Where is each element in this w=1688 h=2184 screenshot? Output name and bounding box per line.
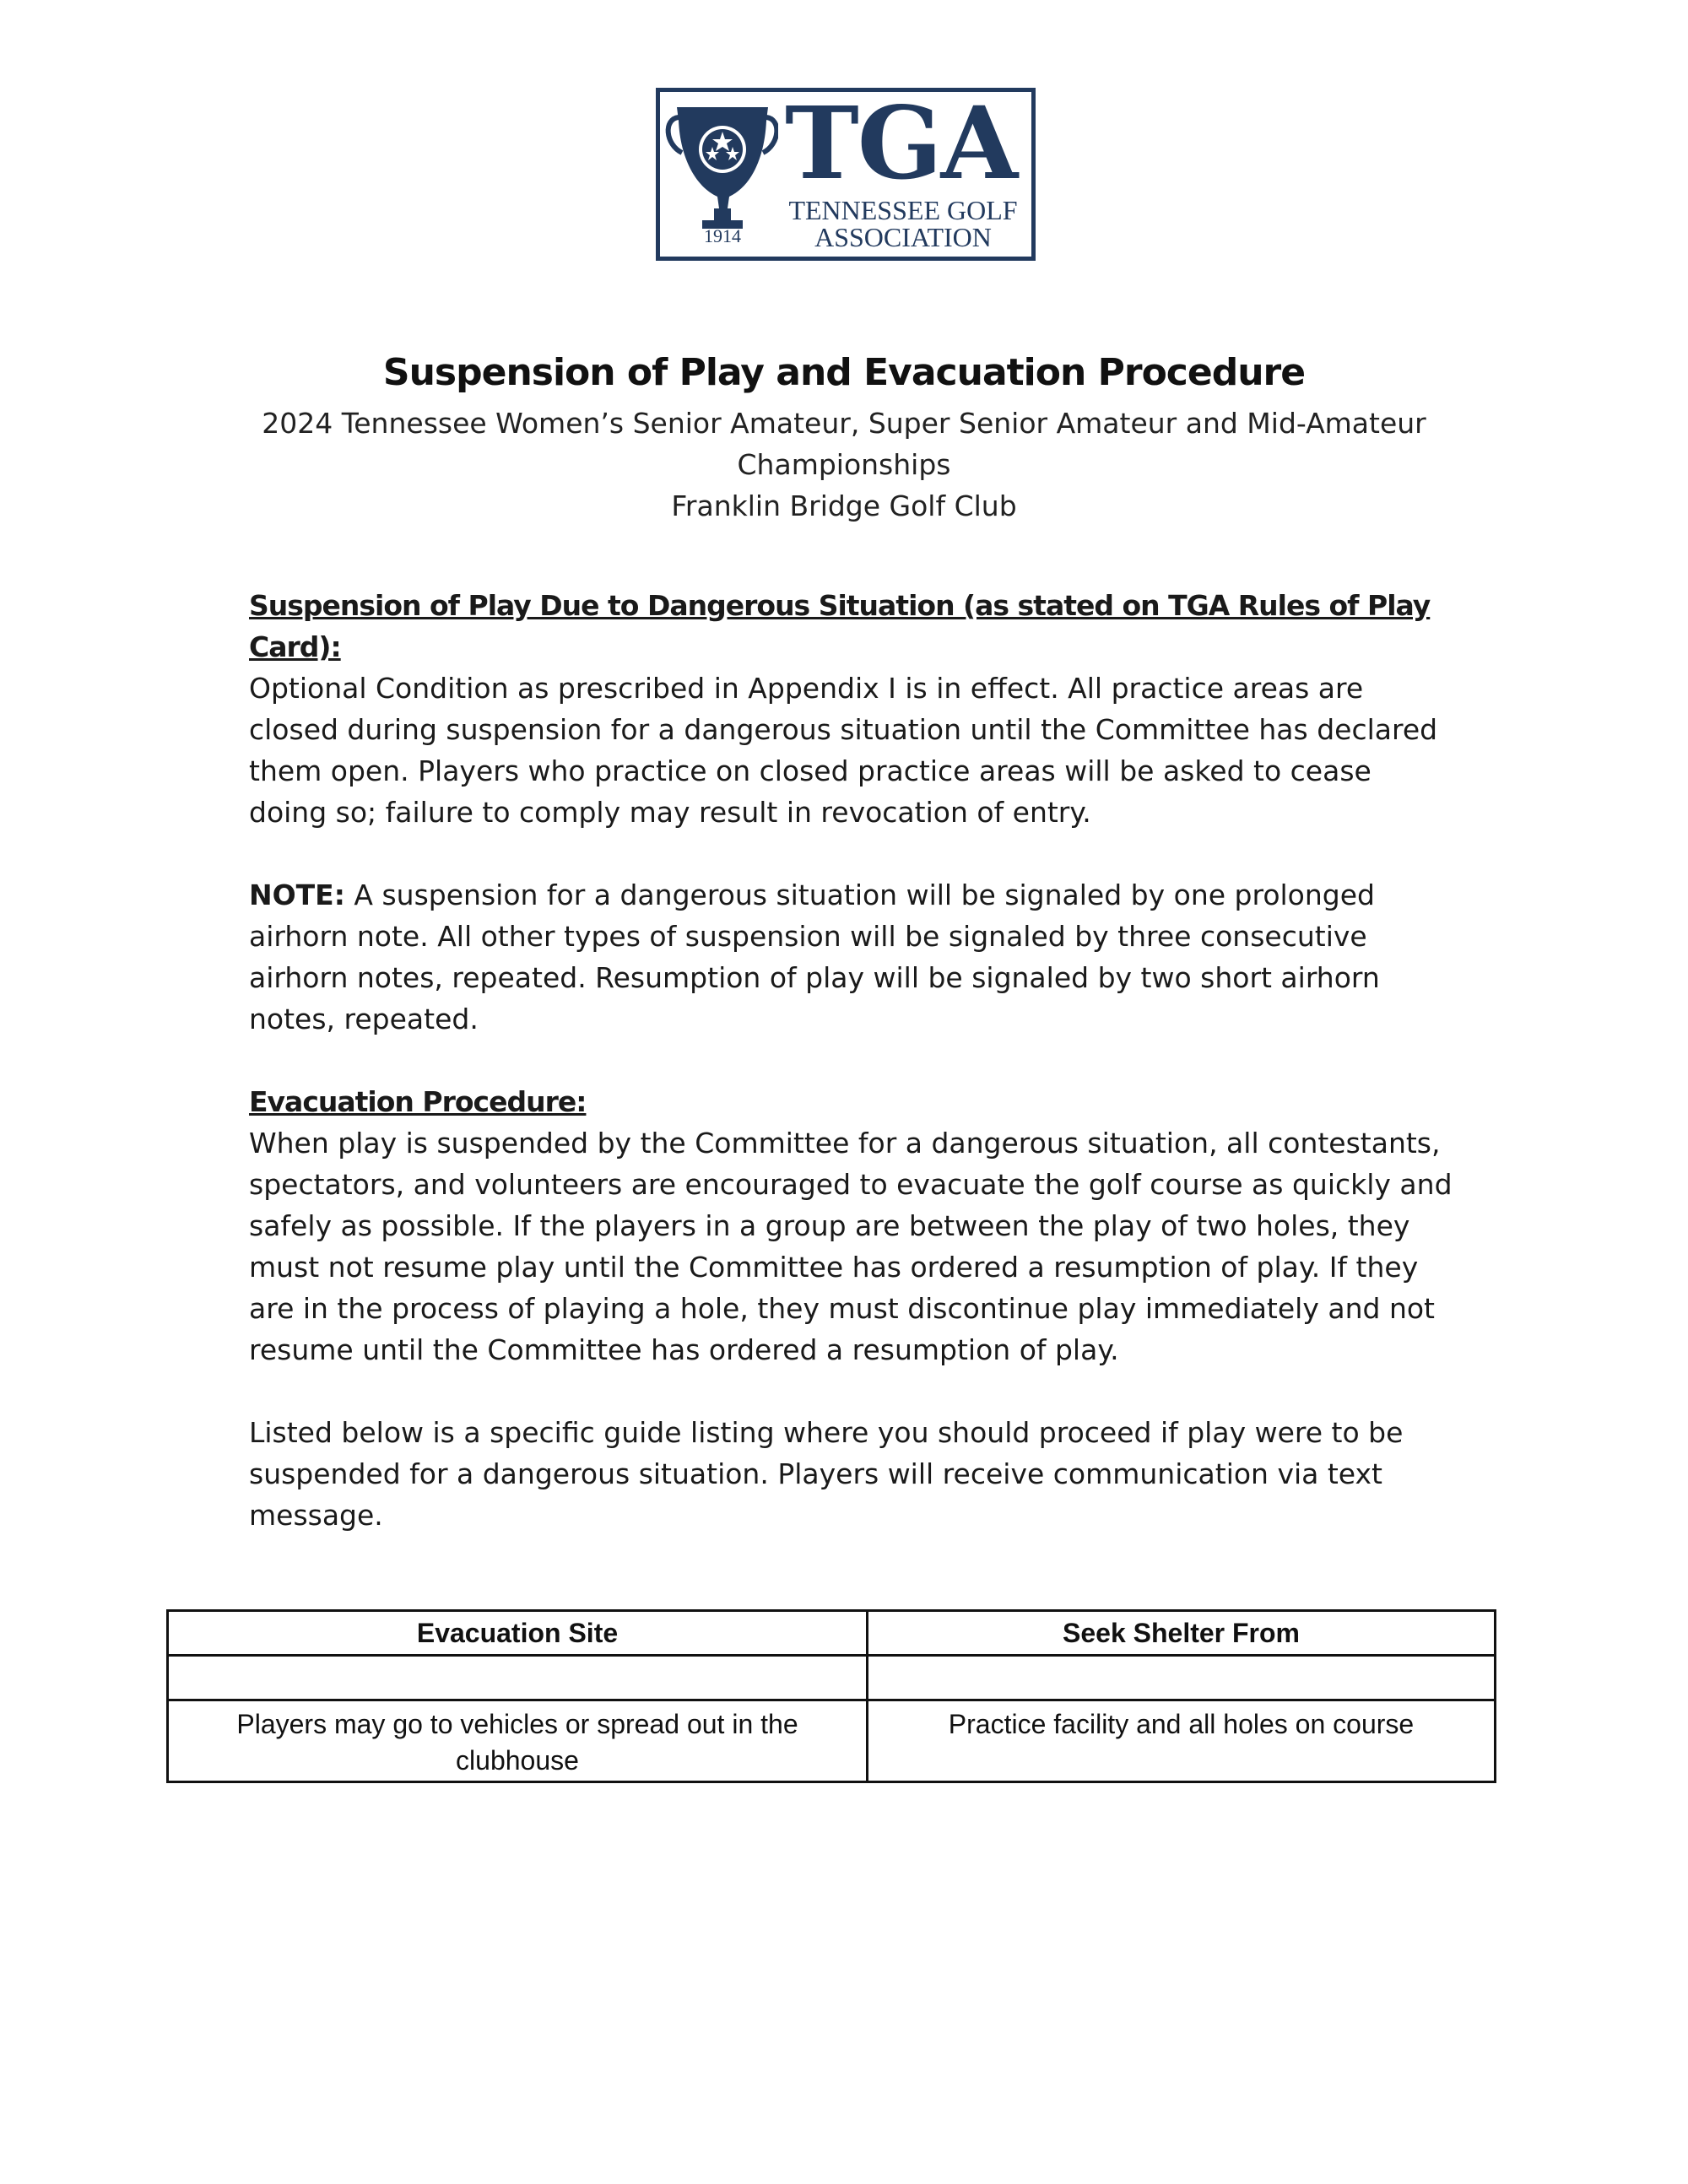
table-cell <box>868 1656 1496 1700</box>
note-paragraph <box>249 874 1456 1040</box>
table-row <box>168 1656 1496 1700</box>
page-subtitle <box>236 403 1452 527</box>
evacuation-table <box>166 1609 1496 1783</box>
note-body: A suspension for a dangerous situation will be signaled by one prolonged airhorn note. All other types of suspension will be signaled by three consecutive airhorn notes, repeated. Resumption of play will be signaled by two short airhorn notes, repeated. <box>249 878 1380 1035</box>
logo-text-line1: TENNESSEE GOLF <box>788 195 1018 225</box>
note-label: NOTE: <box>249 878 345 911</box>
evacuation-heading: Evacuation Procedure: <box>249 1085 587 1118</box>
evacuation-site-cell: Players may go to vehicles or spread out in the clubhouse <box>168 1700 868 1782</box>
venue-name: Franklin Bridge Golf Club <box>671 489 1017 522</box>
table-row <box>168 1700 1496 1782</box>
evacuation-guide: Listed below is a specific guide listing where you should proceed if play were to be suspended for a dangerous situation. Players will receive communication via text message. <box>249 1416 1404 1532</box>
table-cell <box>168 1656 868 1700</box>
header-evacuation-site: Evacuation Site <box>168 1611 868 1656</box>
header-seek-shelter: Seek Shelter From <box>868 1611 1496 1656</box>
table-header-row <box>168 1611 1496 1656</box>
logo-year: 1914 <box>704 225 741 246</box>
document-body <box>249 585 1456 1536</box>
evacuation-body: When play is suspended by the Committee for a dangerous situation, all contestants, spectators, and volunteers are encouraged to evacuate the golf course as quickly and safely as possible. If the players in a group are between the play of two holes, they must not resume play until the Committee has ordered a resumption of play. If they are in the process of playing a hole, they must discontinue play immediately and not resume until the Committee has ordered a resumption of play. <box>249 1127 1453 1366</box>
subtitle-line2: Championships <box>737 448 951 481</box>
logo-acronym: TGA <box>785 84 1017 202</box>
suspension-heading: Suspension of Play Due to Dangerous Situation (as stated on TGA Rules of Play Card): <box>249 589 1431 663</box>
seek-shelter-cell: Practice facility and all holes on course <box>868 1700 1496 1782</box>
logo-text-line2: ASSOCIATION <box>814 222 992 252</box>
page-title: Suspension of Play and Evacuation Procedure <box>382 351 1306 394</box>
suspension-body: Optional Condition as prescribed in Appendix I is in effect. All practice areas are closed during suspension for a dangerous situation until the Committee has declared them open. Players who practice on closed practice areas will be asked to cease doing so; failure to comply may result in revocation of entry. <box>249 672 1438 829</box>
tga-logo <box>656 84 1036 261</box>
subtitle-line1: 2024 Tennessee Women’s Senior Amateur, Super Senior Amateur and Mid-Amateur <box>262 407 1426 440</box>
